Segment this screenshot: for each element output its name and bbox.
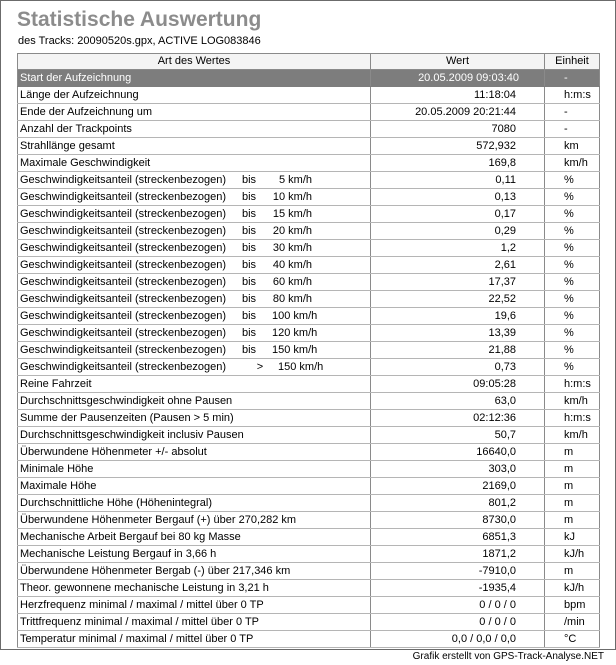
table-row[interactable] (18, 172, 600, 189)
row-label (18, 308, 371, 325)
table-row[interactable] (18, 274, 600, 291)
row-unit: h:m:s (545, 410, 600, 427)
row-label: Strahllänge gesamt (18, 138, 371, 155)
row-unit: km/h (545, 393, 600, 410)
row-label: Mechanische Arbeit Bergauf bei 80 kg Masse (18, 529, 371, 546)
row-label: Start der Aufzeichnung (18, 70, 371, 87)
row-label: Maximale Geschwindigkeit (18, 155, 371, 172)
row-operator: bis (242, 208, 257, 220)
row-unit: m (545, 563, 600, 580)
row-label (18, 240, 371, 257)
row-operator: bis (242, 293, 257, 305)
row-speed-threshold: 15 km/h (272, 208, 312, 220)
row-speed-threshold: 150 km/h (272, 344, 318, 356)
row-unit: % (545, 206, 600, 223)
row-label-text: Geschwindigkeitsanteil (streckenbezogen) (20, 293, 227, 305)
row-speed-threshold: 120 km/h (272, 327, 318, 339)
table-row[interactable] (18, 529, 600, 546)
row-label (18, 325, 371, 342)
row-value: 801,2 (371, 495, 545, 512)
row-value: 16640,0 (371, 444, 545, 461)
row-operator: bis (242, 191, 257, 203)
row-value: 0,17 (371, 206, 545, 223)
row-speed-threshold: 150 km/h (278, 361, 324, 373)
row-label (18, 274, 371, 291)
table-row[interactable] (18, 614, 600, 631)
row-operator: bis (242, 259, 257, 271)
row-unit: /min (545, 614, 600, 631)
row-value: 22,52 (371, 291, 545, 308)
row-unit: % (545, 342, 600, 359)
row-unit: bpm (545, 597, 600, 614)
row-unit: km (545, 138, 600, 155)
table-row[interactable] (18, 359, 600, 376)
row-unit: m (545, 444, 600, 461)
row-label-text: Geschwindigkeitsanteil (streckenbezogen) (20, 344, 227, 356)
statistics-table (17, 53, 600, 648)
table-body (18, 70, 600, 648)
row-value: 19,6 (371, 308, 545, 325)
row-value: 21,88 (371, 342, 545, 359)
row-speed-threshold: 20 km/h (272, 225, 312, 237)
row-value: 17,37 (371, 274, 545, 291)
table-row[interactable] (18, 121, 600, 138)
row-unit: % (545, 274, 600, 291)
row-label: Länge der Aufzeichnung (18, 87, 371, 104)
row-unit: % (545, 308, 600, 325)
row-label: Durchschnittsgeschwindigkeit inclusiv Pausen (18, 427, 371, 444)
row-value: 50,7 (371, 427, 545, 444)
row-unit: km/h (545, 155, 600, 172)
table-header-row (18, 54, 600, 70)
table-row[interactable] (18, 87, 600, 104)
table-row[interactable] (18, 461, 600, 478)
row-speed-threshold: 10 km/h (272, 191, 312, 203)
row-label: Theor. gewonnene mechanische Leistung in 3,21 h (18, 580, 371, 597)
row-value: 0,29 (371, 223, 545, 240)
column-header-name[interactable]: Art des Wertes (18, 54, 371, 70)
row-unit: % (545, 257, 600, 274)
row-unit: h:m:s (545, 87, 600, 104)
column-header-unit[interactable]: Einheit (545, 54, 600, 70)
row-label: Durchschnittliche Höhe (Höhenintegral) (18, 495, 371, 512)
row-speed-threshold: 60 km/h (272, 276, 312, 288)
row-value: 6851,3 (371, 529, 545, 546)
row-label (18, 342, 371, 359)
table-row[interactable] (18, 580, 600, 597)
row-unit: % (545, 291, 600, 308)
table-row[interactable] (18, 342, 600, 359)
row-value: 7080 (371, 121, 545, 138)
table-row[interactable] (18, 223, 600, 240)
row-label-text: Geschwindigkeitsanteil (streckenbezogen) (20, 208, 227, 220)
row-label: Temperatur minimal / maximal / mittel über 0 TP (18, 631, 371, 648)
row-value: 0,0 / 0,0 / 0,0 (371, 631, 545, 648)
row-value: -1935,4 (371, 580, 545, 597)
table-row[interactable] (18, 206, 600, 223)
row-value: 169,8 (371, 155, 545, 172)
row-unit: m (545, 495, 600, 512)
row-unit: % (545, 189, 600, 206)
row-label-text: Geschwindigkeitsanteil (streckenbezogen) (20, 191, 227, 203)
row-label (18, 206, 371, 223)
row-value: 13,39 (371, 325, 545, 342)
row-label-text: Geschwindigkeitsanteil (streckenbezogen) (20, 361, 227, 373)
row-value: 63,0 (371, 393, 545, 410)
row-label: Durchschnittsgeschwindigkeit ohne Pausen (18, 393, 371, 410)
row-label (18, 172, 371, 189)
row-value: 0,13 (371, 189, 545, 206)
row-unit: kJ/h (545, 580, 600, 597)
row-value: 0 / 0 / 0 (371, 614, 545, 631)
row-unit: km/h (545, 427, 600, 444)
row-speed-threshold: 100 km/h (272, 310, 318, 322)
row-label: Überwundene Höhenmeter Bergab (-) über 217,346 km (18, 563, 371, 580)
row-value: 1,2 (371, 240, 545, 257)
row-label: Summe der Pausenzeiten (Pausen > 5 min) (18, 410, 371, 427)
row-speed-threshold: 5 km/h (278, 174, 312, 186)
row-operator: bis (242, 276, 257, 288)
row-value: 20.05.2009 20:21:44 (371, 104, 545, 121)
row-label-text: Geschwindigkeitsanteil (streckenbezogen) (20, 276, 227, 288)
row-label (18, 189, 371, 206)
row-value: 1871,2 (371, 546, 545, 563)
row-unit: m (545, 478, 600, 495)
table-row[interactable] (18, 427, 600, 444)
row-label (18, 257, 371, 274)
table-row[interactable] (18, 478, 600, 495)
row-operator: bis (242, 327, 257, 339)
row-label: Reine Fahrzeit (18, 376, 371, 393)
row-unit: m (545, 461, 600, 478)
row-label: Überwundene Höhenmeter Bergauf (+) über 270,282 km (18, 512, 371, 529)
table-row[interactable] (18, 410, 600, 427)
table-row[interactable] (18, 257, 600, 274)
row-speed-threshold: 30 km/h (272, 242, 312, 254)
row-value: 20.05.2009 09:03:40 (371, 70, 545, 87)
table-row[interactable] (18, 597, 600, 614)
row-unit: °C (545, 631, 600, 648)
row-unit: kJ/h (545, 546, 600, 563)
row-label-text: Geschwindigkeitsanteil (streckenbezogen) (20, 225, 227, 237)
row-unit: - (545, 70, 600, 87)
row-unit: kJ (545, 529, 600, 546)
table-row[interactable] (18, 291, 600, 308)
row-value: 303,0 (371, 461, 545, 478)
row-unit: - (545, 121, 600, 138)
track-subtitle: des Tracks: 20090520s.gpx, ACTIVE LOG083846 (18, 35, 261, 47)
table-row[interactable] (18, 104, 600, 121)
row-label-text: Geschwindigkeitsanteil (streckenbezogen) (20, 259, 227, 271)
row-value: 2,61 (371, 257, 545, 274)
row-label (18, 291, 371, 308)
row-label: Überwundene Höhenmeter +/- absolut (18, 444, 371, 461)
row-unit: - (545, 104, 600, 121)
row-value: 0,11 (371, 172, 545, 189)
table-row[interactable] (18, 563, 600, 580)
row-label: Anzahl der Trackpoints (18, 121, 371, 138)
row-value: 8730,0 (371, 512, 545, 529)
row-operator: bis (242, 174, 257, 186)
row-value: 11:18:04 (371, 87, 545, 104)
row-value: -7910,0 (371, 563, 545, 580)
row-label (18, 223, 371, 240)
row-value: 572,932 (371, 138, 545, 155)
row-label: Trittfrequenz minimal / maximal / mittel über 0 TP (18, 614, 371, 631)
table-row[interactable] (18, 495, 600, 512)
footer-credit: Grafik erstellt von GPS-Track-Analyse.NET (412, 651, 604, 662)
table-row[interactable] (18, 70, 600, 87)
table-row[interactable] (18, 189, 600, 206)
table-row[interactable] (18, 512, 600, 529)
row-label-text: Geschwindigkeitsanteil (streckenbezogen) (20, 242, 227, 254)
row-operator: > (256, 361, 264, 373)
row-label: Mechanische Leistung Bergauf in 3,66 h (18, 546, 371, 563)
row-unit: % (545, 223, 600, 240)
table-row[interactable] (18, 325, 600, 342)
row-unit: % (545, 172, 600, 189)
table-row[interactable] (18, 376, 600, 393)
column-header-value[interactable]: Wert (371, 54, 545, 70)
row-speed-threshold: 80 km/h (272, 293, 312, 305)
row-label-text: Geschwindigkeitsanteil (streckenbezogen) (20, 174, 227, 186)
table-row[interactable] (18, 393, 600, 410)
row-unit: % (545, 240, 600, 257)
row-label-text: Geschwindigkeitsanteil (streckenbezogen) (20, 327, 227, 339)
row-label (18, 359, 371, 376)
row-value: 2169,0 (371, 478, 545, 495)
table-row[interactable] (18, 631, 600, 648)
row-operator: bis (242, 310, 257, 322)
table-row[interactable] (18, 240, 600, 257)
row-label: Herzfrequenz minimal / maximal / mittel über 0 TP (18, 597, 371, 614)
table-row[interactable] (18, 155, 600, 172)
row-unit: % (545, 325, 600, 342)
row-value: 02:12:36 (371, 410, 545, 427)
table-row[interactable] (18, 546, 600, 563)
row-label: Minimale Höhe (18, 461, 371, 478)
table-row[interactable] (18, 138, 600, 155)
row-unit: % (545, 359, 600, 376)
table-row[interactable] (18, 444, 600, 461)
row-unit: h:m:s (545, 376, 600, 393)
row-value: 09:05:28 (371, 376, 545, 393)
row-operator: bis (242, 225, 257, 237)
row-value: 0 / 0 / 0 (371, 597, 545, 614)
row-value: 0,73 (371, 359, 545, 376)
row-unit: m (545, 512, 600, 529)
row-label-text: Geschwindigkeitsanteil (streckenbezogen) (20, 310, 227, 322)
row-label: Ende der Aufzeichnung um (18, 104, 371, 121)
row-speed-threshold: 40 km/h (272, 259, 312, 271)
row-operator: bis (242, 242, 257, 254)
row-operator: bis (242, 344, 257, 356)
table-row[interactable] (18, 308, 600, 325)
row-label: Maximale Höhe (18, 478, 371, 495)
page-title: Statistische Auswertung (17, 8, 262, 31)
